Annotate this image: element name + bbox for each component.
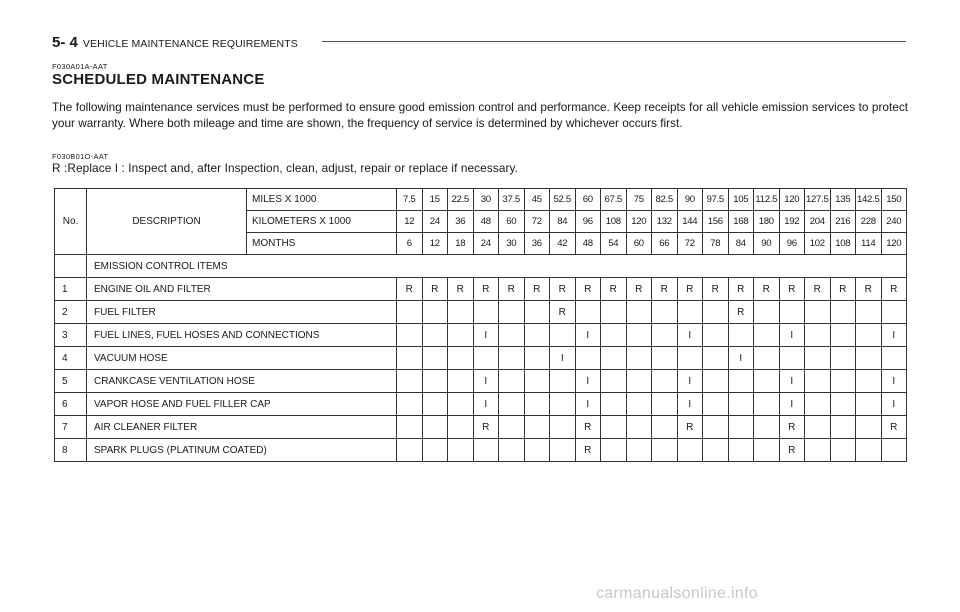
service-mark bbox=[397, 439, 423, 462]
item-number: 2 bbox=[55, 301, 87, 324]
interval-value: 96 bbox=[779, 233, 805, 255]
service-mark bbox=[575, 301, 601, 324]
service-mark bbox=[524, 416, 550, 439]
service-mark bbox=[448, 324, 474, 347]
table-row bbox=[55, 370, 907, 393]
service-mark bbox=[448, 301, 474, 324]
interval-value: 12 bbox=[397, 211, 423, 233]
service-mark: R bbox=[779, 278, 805, 301]
interval-value: 180 bbox=[754, 211, 780, 233]
interval-value: 105 bbox=[728, 189, 754, 211]
service-mark bbox=[499, 439, 525, 462]
intro-paragraph: The following maintenance services must be performed to ensure good emission control and performance. Keep receipts for all vehicle emission services to protect your warranty. Where both mileage and time are shown, the frequency of service is determined by whichever occurs first. bbox=[52, 100, 908, 130]
service-mark: I bbox=[473, 370, 499, 393]
interval-value: 108 bbox=[601, 211, 627, 233]
table-row bbox=[55, 278, 907, 301]
service-mark bbox=[856, 439, 882, 462]
interval-value: 60 bbox=[499, 211, 525, 233]
service-mark bbox=[805, 416, 831, 439]
service-mark bbox=[626, 301, 652, 324]
service-mark bbox=[830, 393, 856, 416]
miles-row bbox=[55, 189, 907, 211]
service-mark bbox=[448, 439, 474, 462]
service-mark bbox=[830, 324, 856, 347]
table-row bbox=[55, 347, 907, 370]
item-number: 3 bbox=[55, 324, 87, 347]
service-mark: I bbox=[779, 393, 805, 416]
no-header: No. bbox=[55, 189, 87, 255]
service-mark bbox=[601, 439, 627, 462]
service-mark bbox=[422, 347, 448, 370]
interval-value: 156 bbox=[703, 211, 729, 233]
table-row bbox=[55, 439, 907, 462]
service-mark: I bbox=[473, 324, 499, 347]
service-mark bbox=[703, 416, 729, 439]
service-mark bbox=[473, 347, 499, 370]
interval-value: 52.5 bbox=[550, 189, 576, 211]
service-mark bbox=[626, 370, 652, 393]
service-mark bbox=[830, 347, 856, 370]
service-mark: R bbox=[703, 278, 729, 301]
service-mark bbox=[881, 439, 907, 462]
service-mark: R bbox=[601, 278, 627, 301]
service-mark bbox=[397, 324, 423, 347]
service-mark bbox=[550, 370, 576, 393]
service-mark: R bbox=[626, 278, 652, 301]
interval-value: 78 bbox=[703, 233, 729, 255]
service-mark bbox=[728, 439, 754, 462]
service-mark bbox=[575, 347, 601, 370]
service-mark: I bbox=[779, 324, 805, 347]
service-mark bbox=[524, 301, 550, 324]
interval-value: 120 bbox=[881, 233, 907, 255]
interval-value: 114 bbox=[856, 233, 882, 255]
group-row bbox=[55, 255, 907, 278]
table-row bbox=[55, 301, 907, 324]
interval-value: 30 bbox=[499, 233, 525, 255]
item-number: 1 bbox=[55, 278, 87, 301]
item-description: VACUUM HOSE bbox=[87, 347, 397, 370]
interval-value: 142.5 bbox=[856, 189, 882, 211]
service-mark: R bbox=[652, 278, 678, 301]
service-mark bbox=[626, 416, 652, 439]
maintenance-schedule-table bbox=[54, 188, 907, 462]
interval-value: 168 bbox=[728, 211, 754, 233]
service-mark: R bbox=[677, 278, 703, 301]
legend-text: R :Replace I : Inspect and, after Inspection, clean, adjust, repair or replace if necessary. bbox=[52, 161, 519, 175]
interval-value: 18 bbox=[448, 233, 474, 255]
service-mark bbox=[524, 324, 550, 347]
service-mark bbox=[626, 393, 652, 416]
service-mark: R bbox=[524, 278, 550, 301]
service-mark: I bbox=[779, 370, 805, 393]
interval-value: 66 bbox=[652, 233, 678, 255]
service-mark bbox=[422, 324, 448, 347]
interval-value: 24 bbox=[422, 211, 448, 233]
service-mark: I bbox=[677, 393, 703, 416]
service-mark bbox=[652, 416, 678, 439]
service-mark bbox=[728, 370, 754, 393]
interval-value: 67.5 bbox=[601, 189, 627, 211]
service-mark: I bbox=[881, 324, 907, 347]
interval-value: 102 bbox=[805, 233, 831, 255]
interval-value: 204 bbox=[805, 211, 831, 233]
service-mark bbox=[499, 370, 525, 393]
service-mark bbox=[626, 439, 652, 462]
service-mark bbox=[473, 301, 499, 324]
watermark: carmanualsonline.info bbox=[596, 585, 758, 602]
interval-value: 112.5 bbox=[754, 189, 780, 211]
group-label: EMISSION CONTROL ITEMS bbox=[87, 255, 907, 278]
legend-code: F030B01O-AAT bbox=[52, 152, 109, 161]
service-mark bbox=[652, 370, 678, 393]
item-description: AIR CLEANER FILTER bbox=[87, 416, 397, 439]
interval-value: 127.5 bbox=[805, 189, 831, 211]
service-mark bbox=[397, 370, 423, 393]
service-mark: R bbox=[550, 301, 576, 324]
service-mark bbox=[601, 347, 627, 370]
service-mark bbox=[703, 301, 729, 324]
service-mark: R bbox=[728, 301, 754, 324]
service-mark bbox=[728, 324, 754, 347]
service-mark bbox=[652, 393, 678, 416]
service-mark bbox=[550, 393, 576, 416]
interval-value: 84 bbox=[728, 233, 754, 255]
service-mark: I bbox=[728, 347, 754, 370]
service-mark bbox=[601, 324, 627, 347]
service-mark bbox=[499, 416, 525, 439]
service-mark bbox=[524, 370, 550, 393]
service-mark: R bbox=[575, 439, 601, 462]
interval-value: 6 bbox=[397, 233, 423, 255]
service-mark bbox=[601, 416, 627, 439]
service-mark bbox=[703, 324, 729, 347]
service-mark bbox=[754, 324, 780, 347]
service-mark bbox=[524, 439, 550, 462]
service-mark bbox=[830, 370, 856, 393]
service-mark: R bbox=[550, 278, 576, 301]
service-mark: R bbox=[779, 416, 805, 439]
interval-label: KILOMETERS X 1000 bbox=[247, 211, 397, 233]
interval-value: 82.5 bbox=[652, 189, 678, 211]
service-mark bbox=[677, 301, 703, 324]
service-mark bbox=[422, 370, 448, 393]
service-mark bbox=[805, 347, 831, 370]
item-description: ENGINE OIL AND FILTER bbox=[87, 278, 397, 301]
service-mark bbox=[703, 393, 729, 416]
service-mark bbox=[422, 393, 448, 416]
interval-value: 30 bbox=[473, 189, 499, 211]
service-mark: I bbox=[575, 324, 601, 347]
service-mark bbox=[652, 324, 678, 347]
service-mark bbox=[652, 439, 678, 462]
service-mark bbox=[499, 301, 525, 324]
service-mark bbox=[550, 416, 576, 439]
interval-value: 108 bbox=[830, 233, 856, 255]
table-row bbox=[55, 416, 907, 439]
interval-value: 7.5 bbox=[397, 189, 423, 211]
service-mark bbox=[524, 393, 550, 416]
service-mark bbox=[881, 347, 907, 370]
interval-value: 75 bbox=[626, 189, 652, 211]
interval-value: 42 bbox=[550, 233, 576, 255]
service-mark: R bbox=[575, 278, 601, 301]
service-mark bbox=[754, 301, 780, 324]
service-mark bbox=[550, 439, 576, 462]
group-no-cell bbox=[55, 255, 87, 278]
interval-value: 60 bbox=[575, 189, 601, 211]
interval-value: 97.5 bbox=[703, 189, 729, 211]
service-mark bbox=[856, 416, 882, 439]
service-mark bbox=[881, 301, 907, 324]
service-mark: I bbox=[550, 347, 576, 370]
service-mark bbox=[779, 301, 805, 324]
service-mark: I bbox=[677, 324, 703, 347]
interval-value: 36 bbox=[448, 211, 474, 233]
service-mark bbox=[830, 416, 856, 439]
service-mark bbox=[652, 301, 678, 324]
service-mark bbox=[626, 347, 652, 370]
interval-value: 72 bbox=[677, 233, 703, 255]
table-row bbox=[55, 324, 907, 347]
service-mark bbox=[550, 324, 576, 347]
header-rule bbox=[322, 41, 906, 42]
service-mark: R bbox=[677, 416, 703, 439]
service-mark bbox=[422, 439, 448, 462]
interval-value: 72 bbox=[524, 211, 550, 233]
service-mark bbox=[754, 416, 780, 439]
interval-value: 54 bbox=[601, 233, 627, 255]
item-number: 5 bbox=[55, 370, 87, 393]
service-mark: R bbox=[881, 278, 907, 301]
service-mark: R bbox=[881, 416, 907, 439]
item-number: 4 bbox=[55, 347, 87, 370]
service-mark bbox=[499, 324, 525, 347]
service-mark: I bbox=[881, 393, 907, 416]
page-header bbox=[52, 34, 298, 51]
service-mark bbox=[524, 347, 550, 370]
interval-value: 84 bbox=[550, 211, 576, 233]
interval-value: 240 bbox=[881, 211, 907, 233]
interval-value: 216 bbox=[830, 211, 856, 233]
interval-value: 48 bbox=[575, 233, 601, 255]
service-mark bbox=[856, 347, 882, 370]
interval-label: MONTHS bbox=[247, 233, 397, 255]
item-description: VAPOR HOSE AND FUEL FILLER CAP bbox=[87, 393, 397, 416]
service-mark bbox=[499, 347, 525, 370]
service-mark: R bbox=[422, 278, 448, 301]
service-mark bbox=[601, 301, 627, 324]
service-mark bbox=[626, 324, 652, 347]
service-mark: R bbox=[779, 439, 805, 462]
item-description: CRANKCASE VENTILATION HOSE bbox=[87, 370, 397, 393]
service-mark: R bbox=[728, 278, 754, 301]
service-mark bbox=[805, 324, 831, 347]
interval-value: 15 bbox=[422, 189, 448, 211]
service-mark bbox=[422, 416, 448, 439]
service-mark bbox=[754, 370, 780, 393]
section-title: VEHICLE MAINTENANCE REQUIREMENTS bbox=[82, 38, 298, 50]
description-header: DESCRIPTION bbox=[87, 189, 247, 255]
service-mark: R bbox=[830, 278, 856, 301]
interval-value: 60 bbox=[626, 233, 652, 255]
interval-label: MILES X 1000 bbox=[247, 189, 397, 211]
service-mark bbox=[754, 439, 780, 462]
service-mark bbox=[422, 301, 448, 324]
service-mark: R bbox=[575, 416, 601, 439]
service-mark bbox=[677, 439, 703, 462]
interval-value: 22.5 bbox=[448, 189, 474, 211]
service-mark bbox=[856, 393, 882, 416]
service-mark bbox=[397, 393, 423, 416]
service-mark: R bbox=[448, 278, 474, 301]
service-mark: I bbox=[473, 393, 499, 416]
service-mark bbox=[856, 301, 882, 324]
service-mark bbox=[754, 347, 780, 370]
service-mark bbox=[703, 347, 729, 370]
item-description: SPARK PLUGS (PLATINUM COATED) bbox=[87, 439, 397, 462]
service-mark bbox=[448, 370, 474, 393]
service-mark: I bbox=[575, 370, 601, 393]
service-mark bbox=[830, 439, 856, 462]
service-mark bbox=[397, 301, 423, 324]
service-mark bbox=[805, 370, 831, 393]
table-row bbox=[55, 393, 907, 416]
interval-value: 144 bbox=[677, 211, 703, 233]
service-mark bbox=[448, 416, 474, 439]
item-number: 6 bbox=[55, 393, 87, 416]
service-mark bbox=[805, 439, 831, 462]
interval-value: 132 bbox=[652, 211, 678, 233]
interval-value: 120 bbox=[626, 211, 652, 233]
service-mark bbox=[473, 439, 499, 462]
interval-value: 90 bbox=[677, 189, 703, 211]
interval-value: 12 bbox=[422, 233, 448, 255]
service-mark bbox=[499, 393, 525, 416]
service-mark bbox=[805, 301, 831, 324]
service-mark: R bbox=[397, 278, 423, 301]
service-mark bbox=[601, 393, 627, 416]
service-mark bbox=[397, 416, 423, 439]
interval-value: 150 bbox=[881, 189, 907, 211]
section-code: F030A01A-AAT bbox=[52, 62, 108, 71]
page-title: SCHEDULED MAINTENANCE bbox=[52, 71, 265, 88]
item-description: FUEL FILTER bbox=[87, 301, 397, 324]
service-mark bbox=[448, 347, 474, 370]
interval-value: 120 bbox=[779, 189, 805, 211]
interval-value: 37.5 bbox=[499, 189, 525, 211]
service-mark bbox=[754, 393, 780, 416]
service-mark bbox=[397, 347, 423, 370]
service-mark: R bbox=[754, 278, 780, 301]
service-mark bbox=[728, 393, 754, 416]
service-mark: I bbox=[575, 393, 601, 416]
service-mark bbox=[652, 347, 678, 370]
service-mark bbox=[779, 347, 805, 370]
service-mark: R bbox=[473, 416, 499, 439]
item-number: 8 bbox=[55, 439, 87, 462]
interval-value: 36 bbox=[524, 233, 550, 255]
service-mark bbox=[805, 393, 831, 416]
service-mark: I bbox=[881, 370, 907, 393]
service-mark bbox=[856, 324, 882, 347]
service-mark: R bbox=[856, 278, 882, 301]
interval-value: 96 bbox=[575, 211, 601, 233]
interval-value: 135 bbox=[830, 189, 856, 211]
interval-value: 228 bbox=[856, 211, 882, 233]
interval-value: 48 bbox=[473, 211, 499, 233]
service-mark bbox=[830, 301, 856, 324]
service-mark bbox=[677, 347, 703, 370]
service-mark bbox=[728, 416, 754, 439]
item-description: FUEL LINES, FUEL HOSES AND CONNECTIONS bbox=[87, 324, 397, 347]
interval-value: 192 bbox=[779, 211, 805, 233]
service-mark bbox=[448, 393, 474, 416]
service-mark: R bbox=[499, 278, 525, 301]
service-mark: R bbox=[473, 278, 499, 301]
service-mark: R bbox=[805, 278, 831, 301]
interval-value: 45 bbox=[524, 189, 550, 211]
service-mark bbox=[703, 370, 729, 393]
service-mark: I bbox=[677, 370, 703, 393]
interval-value: 90 bbox=[754, 233, 780, 255]
service-mark bbox=[703, 439, 729, 462]
service-mark bbox=[601, 370, 627, 393]
page-number: 5- 4 bbox=[52, 34, 78, 51]
interval-value: 24 bbox=[473, 233, 499, 255]
service-mark bbox=[856, 370, 882, 393]
item-number: 7 bbox=[55, 416, 87, 439]
